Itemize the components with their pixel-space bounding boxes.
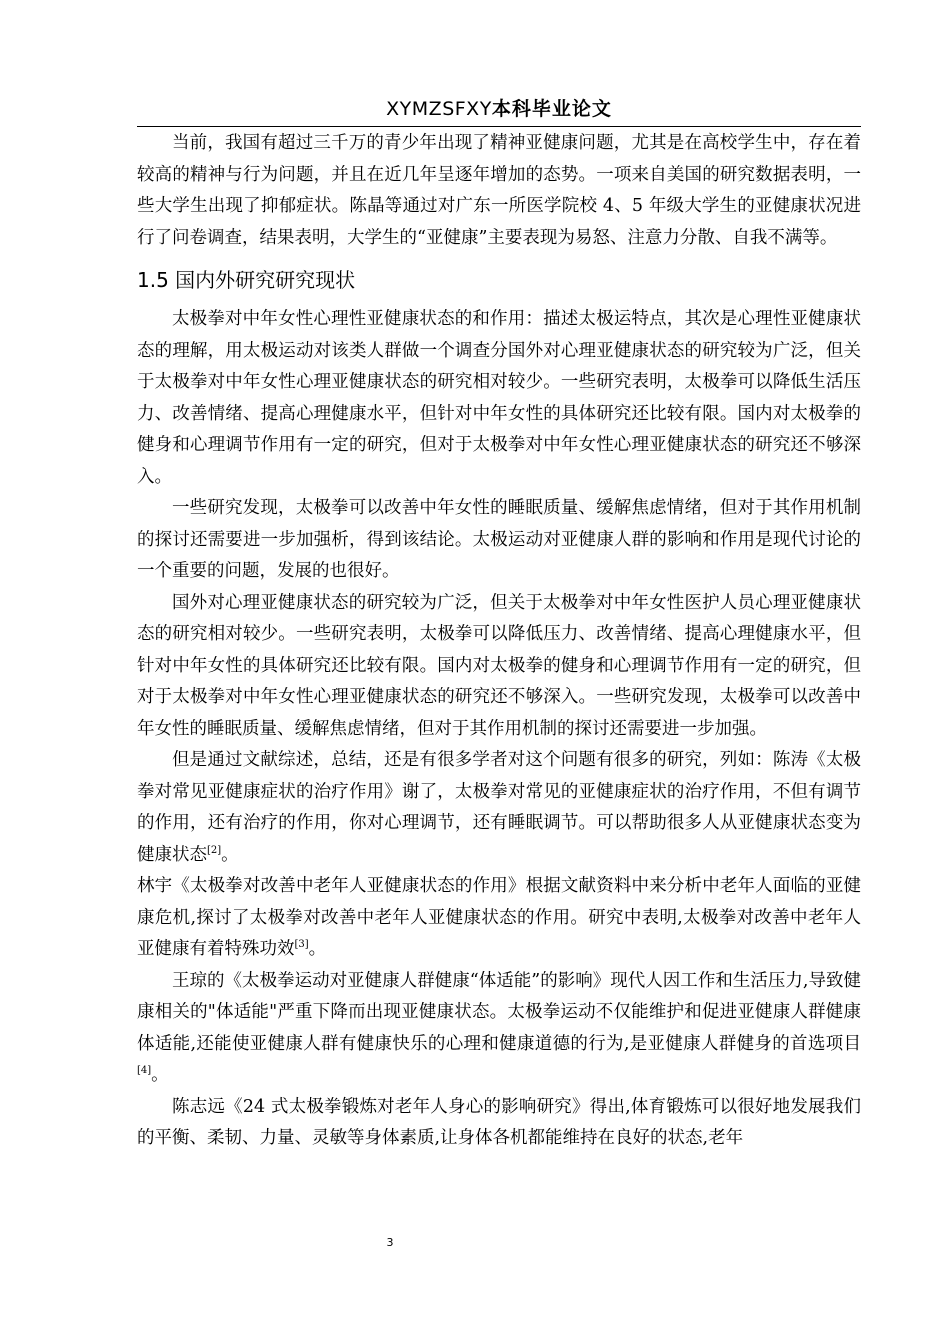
paragraph-5-text: 但是通过文献综述，总结，还是有很多学者对这个问题有很多的研究，列如：陈涛《太极拳对常见亚健康症状的治疗作用》谢了，太极拳对常见的亚健康症状的治疗作用，不但有调节的作用，还有治疗的作用，你对心理调节，还有睡眠调节。可以帮助很多人从亚健康状态变为健康状态 — [137, 750, 861, 865]
document-body — [137, 128, 861, 1155]
section-heading: 1.5 国内外研究研究现状 — [137, 268, 356, 292]
paragraph-8: 陈志远《24 式太极拳锻炼对老年人身心的影响研究》得出,体育锻炼可以很好地发展我们的平衡、柔韧、力量、灵敏等身体素质,让身体各机都能维持在良好的状态,老年 — [137, 1096, 861, 1148]
paragraph-7-text: 王琼的《太极拳运动对亚健康人群健康“体适能”的影响》现代人因工作和生活压力,导致健康相关的"体适能"严重下降而出现亚健康状态。太极拳运动不仅能维护和促进亚健康人群健康体适能,还能使亚健康人群有健康快乐的心理和健康道德的行为,是亚健康人群健身的首选项目 — [137, 970, 861, 1054]
paragraph-2: 太极拳对中年女性心理性亚健康状态的和作用：描述太极运特点，其次是心理性亚健康状态的理解，用太极运动对该类人群做一个调查分国外对心理亚健康状态的研究较为广泛，但关于太极拳对中年女性心理亚健康状态的研究相对较少。一些研究表明，太极拳可以降低生活压力、改善情绪、提高心理健康水平，但针对中年女性的具体研究还比较有限。国内对太极拳的健身和心理调节作用有一定的研究，但对于太极拳对中年女性心理亚健康状态的研究还不够深入。 — [137, 309, 861, 487]
citation-4: [4] — [137, 1065, 152, 1077]
page-number: 3 — [386, 1236, 394, 1249]
paragraph-5-end: 。 — [221, 844, 239, 865]
paragraph-4: 国外对心理亚健康状态的研究较为广泛，但关于太极拳对中年女性医护人员心理亚健康状态的研究相对较少。一些研究表明，太极拳可以降低压力、改善情绪、提高心理健康水平，但针对中年女性的具体研究还比较有限。国内对太极拳的健身和心理调节作用有一定的研究，但对于太极拳对中年女性心理亚健康状态的研究还不够深入。一些研究发现，太极拳可以改善中年女性的睡眠质量、缓解焦虑情绪，但对于其作用机制的探讨还需要进一步加强。 — [137, 592, 861, 739]
citation-3: [3] — [294, 939, 309, 951]
paragraph-1: 当前，我国有超过三千万的青少年出现了精神亚健康问题，尤其是在高校学生中，存在着较高的精神与行为问题，并且在近几年呈逐年增加的态势。一项来自美国的研究数据表明，一些大学生出现了抑郁症状。陈晶等通过对广东一所医学院校 4、5 年级大学生的亚健康状况进行了问卷调查，结果表明，大学生的“亚健康”主要表现为易怒、注意力分散、自我不满等。 — [137, 133, 861, 248]
paragraph-6-end: 。 — [308, 939, 327, 959]
citation-2: [2] — [207, 844, 222, 856]
paragraph-5 — [137, 745, 861, 871]
paragraph-6-text: 林宇《太极拳对改善中老年人亚健康状态的作用》根据文献资料中来分析中老年人面临的亚健康危机,探讨了太极拳对改善中老年人亚健康状态的作用。研究中表明,太极拳对改善中老年人亚健康有着特殊功效 — [137, 876, 861, 959]
header-school-code: XYMZSFXY — [386, 98, 492, 120]
header-thesis-label: 本科毕业论文 — [491, 98, 612, 120]
paragraph-7-end: 。 — [151, 1065, 169, 1085]
paragraph-3: 一些研究发现，太极拳可以改善中年女性的睡眠质量、缓解焦虑情绪，但对于其作用机制的探讨还需要进一步加强析，得到该结论。太极运动对亚健康人群的影响和作用是现代讨论的一个重要的问题，发展的也很好。 — [137, 498, 861, 581]
paragraph-6 — [137, 871, 861, 966]
page-header — [137, 96, 861, 127]
paragraph-7 — [137, 966, 861, 1092]
